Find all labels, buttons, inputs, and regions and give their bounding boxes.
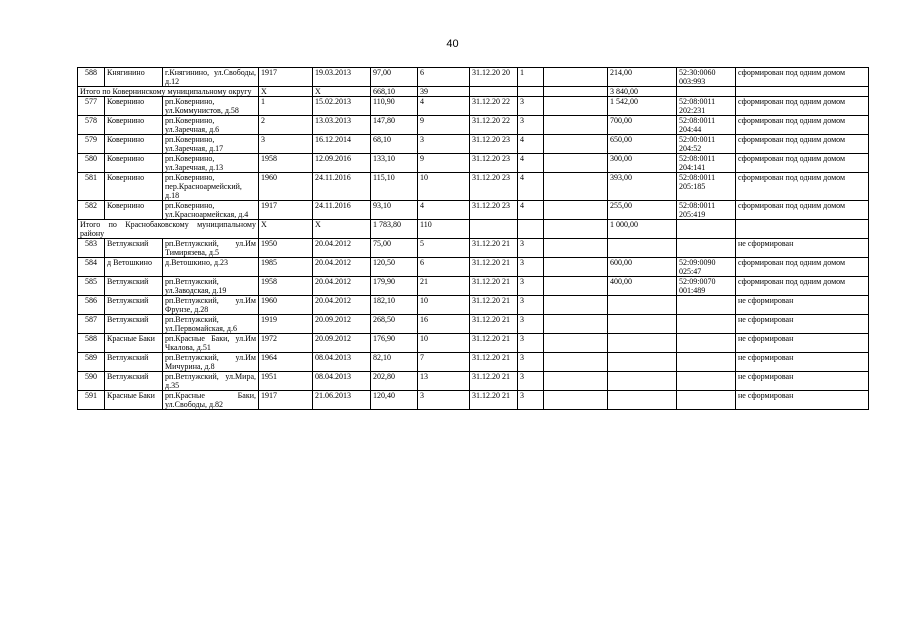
empty-cell [544,277,608,296]
empty-cell [677,220,736,239]
deadline-cell: 31.12.20 21 [470,315,518,334]
table-row [78,353,869,372]
address-cell: рп.Красные Баки, ул.Им Чкалова, д.51 [163,334,259,353]
year-cell: 1964 [259,353,313,372]
area-cell: 93,10 [371,201,418,220]
cadastral-cell [677,296,736,315]
empty-cell [544,87,608,97]
area-cell: 668,10 [371,87,418,97]
area-cell: 75,00 [371,239,418,258]
table-row [78,173,869,201]
residents-cell: 10 [418,334,470,353]
year-cell: 1917 [259,68,313,87]
cadastral-cell [677,391,736,410]
year-cell: 1958 [259,277,313,296]
table-row [78,239,869,258]
cost-cell [608,315,677,334]
address-cell: рп.Ковернино, ул.Коммунистов, д.58 [163,97,259,116]
method-cell: 3 [518,334,544,353]
date-cell: 20.04.2012 [313,258,371,277]
year-cell: 1960 [259,173,313,201]
total-row [78,220,869,239]
settlement-cell: Ковернино [105,116,163,135]
year-cell: 1919 [259,315,313,334]
area-cell: 1 783,80 [371,220,418,239]
method-cell: 3 [518,391,544,410]
deadline-cell: 31.12.20 23 [470,201,518,220]
residents-cell: 3 [418,135,470,154]
residents-cell: 13 [418,372,470,391]
status-cell: не сформирован [736,391,869,410]
deadline-cell: 31.12.20 23 [470,135,518,154]
date-cell: 20.04.2012 [313,239,371,258]
year-cell: 1958 [259,154,313,173]
address-cell: рп.Ветлужский, ул.Первомайская, д.6 [163,315,259,334]
residents-cell: 6 [418,68,470,87]
address-cell: рп.Ветлужский, ул.Им Мичурина, д.8 [163,353,259,372]
status-cell: сформирован под одним домом [736,154,869,173]
empty-cell [544,116,608,135]
area-cell: 176,90 [371,334,418,353]
deadline-cell: 31.12.20 22 [470,97,518,116]
date-cell: 08.04.2013 [313,372,371,391]
settlement-cell: Ветлужский [105,353,163,372]
residents-cell: 3 [418,391,470,410]
date-cell: 20.04.2012 [313,296,371,315]
table-row [78,68,869,87]
date-cell: 24.11.2016 [313,201,371,220]
date-cell: 13.03.2013 [313,116,371,135]
cost-cell: 1 000,00 [608,220,677,239]
residents-cell: 16 [418,315,470,334]
empty-cell [544,201,608,220]
table-row [78,258,869,277]
empty-cell [677,87,736,97]
method-cell: 3 [518,116,544,135]
deadline-cell: 31.12.20 21 [470,296,518,315]
settlement-cell: Красные Баки [105,391,163,410]
year-cell: 2 [259,116,313,135]
area-cell: 202,80 [371,372,418,391]
date-cell: 19.03.2013 [313,68,371,87]
empty-cell [544,173,608,201]
cost-cell [608,372,677,391]
table-row [78,201,869,220]
status-cell: не сформирован [736,315,869,334]
area-cell: 179,90 [371,277,418,296]
method-cell: 4 [518,154,544,173]
residents-cell: 6 [418,258,470,277]
area-cell: 133,10 [371,154,418,173]
total-row [78,87,869,97]
year-cell: 1917 [259,201,313,220]
deadline-cell: 31.12.20 21 [470,372,518,391]
row-number: 591 [78,391,105,410]
year-cell: 1950 [259,239,313,258]
address-cell: рп.Ковернино, ул.Заречная, д.17 [163,135,259,154]
row-number: 586 [78,296,105,315]
table-row [78,97,869,116]
date-cell: 21.06.2013 [313,391,371,410]
table-row [78,277,869,296]
cost-cell: 600,00 [608,258,677,277]
area-cell: 268,50 [371,315,418,334]
settlement-cell: Ковернино [105,173,163,201]
row-number: 588 [78,334,105,353]
empty-cell [544,372,608,391]
area-cell: 120,40 [371,391,418,410]
deadline-cell: 31.12.20 21 [470,391,518,410]
address-cell: рп.Ковернино, ул.Заречная, д.6 [163,116,259,135]
method-cell: 3 [518,315,544,334]
year-cell: 1985 [259,258,313,277]
housing-register-table [77,67,869,410]
address-cell: рп.Ковернино, ул.Красноармейская, д.4 [163,201,259,220]
deadline-cell: 31.12.20 21 [470,353,518,372]
residents-cell: 5 [418,239,470,258]
deadline-cell: 31.12.20 23 [470,173,518,201]
empty-cell [544,315,608,334]
address-cell: рп.Ветлужский, ул.Заводская, д.19 [163,277,259,296]
empty-cell [736,220,869,239]
method-cell: 4 [518,135,544,154]
residents-cell: 21 [418,277,470,296]
settlement-cell: Ветлужский [105,277,163,296]
row-number: 585 [78,277,105,296]
cost-cell: 1 542,00 [608,97,677,116]
status-cell: сформирован под одним домом [736,258,869,277]
area-cell: 68,10 [371,135,418,154]
empty-cell [470,220,518,239]
status-cell: не сформирован [736,353,869,372]
page-number: 40 [446,38,459,50]
method-cell: 3 [518,97,544,116]
status-cell: сформирован под одним домом [736,277,869,296]
cadastral-cell [677,334,736,353]
method-cell: 1 [518,68,544,87]
cost-cell [608,334,677,353]
method-cell: 4 [518,173,544,201]
status-cell: не сформирован [736,372,869,391]
cadastral-cell [677,315,736,334]
table-row [78,391,869,410]
year-cell: 1972 [259,334,313,353]
address-cell: рп.Ветлужский, ул.Им Тимирязева, д.5 [163,239,259,258]
cadastral-cell: 52:09:0090 025:47 [677,258,736,277]
settlement-cell: Ветлужский [105,315,163,334]
method-cell: 4 [518,201,544,220]
cost-cell: 393,00 [608,173,677,201]
address-cell: рп.Ковернино, пер.Красноармейский, д.18 [163,173,259,201]
empty-cell [736,87,869,97]
address-cell: рп.Ветлужский, ул.Им Фрунзе, д.28 [163,296,259,315]
area-cell: 110,90 [371,97,418,116]
empty-cell [544,391,608,410]
status-cell: сформирован под одним домом [736,201,869,220]
date-cell: Х [313,87,371,97]
date-cell: 12.09.2016 [313,154,371,173]
address-cell: рп.Красные Баки, ул.Свободы, д.82 [163,391,259,410]
cost-cell: 3 840,00 [608,87,677,97]
empty-cell [544,68,608,87]
residents-cell: 7 [418,353,470,372]
status-cell: сформирован под одним домом [736,97,869,116]
method-cell: 3 [518,277,544,296]
empty-cell [470,87,518,97]
residents-cell: 9 [418,116,470,135]
cadastral-cell [677,353,736,372]
cost-cell: 255,00 [608,201,677,220]
total-label: Итого по Ковернинскому муниципальному округу [78,87,259,97]
cadastral-cell: 52:00:0011 204:52 [677,135,736,154]
date-cell: 24.11.2016 [313,173,371,201]
date-cell: 20.09.2012 [313,315,371,334]
row-number: 584 [78,258,105,277]
deadline-cell: 31.12.20 20 [470,68,518,87]
cost-cell [608,353,677,372]
year-cell: Х [259,87,313,97]
row-number: 582 [78,201,105,220]
deadline-cell: 31.12.20 22 [470,116,518,135]
empty-cell [544,154,608,173]
cadastral-cell: 52:08:0011 204:141 [677,154,736,173]
method-cell: 3 [518,258,544,277]
settlement-cell: Ветлужский [105,296,163,315]
year-cell: Х [259,220,313,239]
cadastral-cell: 52:30:0060 003:993 [677,68,736,87]
settlement-cell: Княгинино [105,68,163,87]
cost-cell [608,296,677,315]
empty-cell [544,239,608,258]
settlement-cell: Красные Баки [105,334,163,353]
status-cell: сформирован под одним домом [736,116,869,135]
settlement-cell: Ковернино [105,97,163,116]
table-row [78,116,869,135]
row-number: 579 [78,135,105,154]
year-cell: 3 [259,135,313,154]
row-number: 589 [78,353,105,372]
cadastral-cell: 52:09:0070 001:489 [677,277,736,296]
method-cell: 3 [518,372,544,391]
cadastral-cell [677,372,736,391]
table-row [78,296,869,315]
cadastral-cell [677,239,736,258]
cost-cell: 650,00 [608,135,677,154]
area-cell: 82,10 [371,353,418,372]
status-cell: не сформирован [736,334,869,353]
settlement-cell: Ветлужский [105,372,163,391]
row-number: 590 [78,372,105,391]
table-row [78,135,869,154]
residents-cell: 10 [418,173,470,201]
empty-cell [544,353,608,372]
area-cell: 97,00 [371,68,418,87]
total-label: Итого по Краснобаковскому муниципальному району [78,220,259,239]
address-cell: г.Княгинино, ул.Свободы, д.12 [163,68,259,87]
date-cell: 15.02.2013 [313,97,371,116]
settlement-cell: Ковернино [105,135,163,154]
year-cell: 1 [259,97,313,116]
area-cell: 115,10 [371,173,418,201]
settlement-cell: Ковернино [105,201,163,220]
status-cell: не сформирован [736,296,869,315]
cadastral-cell: 52:08:0011 205:419 [677,201,736,220]
table-row [78,154,869,173]
cadastral-cell: 52:08:0011 205:185 [677,173,736,201]
row-number: 577 [78,97,105,116]
address-cell: д.Ветошкино, д.23 [163,258,259,277]
table-row [78,334,869,353]
residents-cell: 4 [418,97,470,116]
table-row [78,315,869,334]
row-number: 583 [78,239,105,258]
row-number: 578 [78,116,105,135]
date-cell: Х [313,220,371,239]
deadline-cell: 31.12.20 21 [470,334,518,353]
empty-cell [544,220,608,239]
cadastral-cell: 52:08:0011 202:231 [677,97,736,116]
empty-cell [518,220,544,239]
deadline-cell: 31.12.20 21 [470,258,518,277]
empty-cell [518,87,544,97]
settlement-cell: д Ветошкино [105,258,163,277]
cost-cell [608,391,677,410]
cadastral-cell: 52:08:0011 204:44 [677,116,736,135]
empty-cell [544,258,608,277]
residents-cell: 9 [418,154,470,173]
area-cell: 147,80 [371,116,418,135]
date-cell: 08.04.2013 [313,353,371,372]
date-cell: 16.12.2014 [313,135,371,154]
table-row [78,372,869,391]
address-cell: рп.Ковернино, ул.Заречная, д.13 [163,154,259,173]
cost-cell: 700,00 [608,116,677,135]
date-cell: 20.09.2012 [313,334,371,353]
empty-cell [544,97,608,116]
residents-cell: 39 [418,87,470,97]
status-cell: сформирован под одним домом [736,173,869,201]
settlement-cell: Ветлужский [105,239,163,258]
status-cell: сформирован под одним домом [736,135,869,154]
year-cell: 1951 [259,372,313,391]
status-cell: сформирован под одним домом [736,68,869,87]
cost-cell [608,239,677,258]
cost-cell: 214,00 [608,68,677,87]
empty-cell [544,334,608,353]
cost-cell: 300,00 [608,154,677,173]
method-cell: 3 [518,296,544,315]
method-cell: 3 [518,353,544,372]
status-cell: не сформирован [736,239,869,258]
year-cell: 1960 [259,296,313,315]
residents-cell: 4 [418,201,470,220]
address-cell: рп.Ветлужский, ул.Мира, д.35 [163,372,259,391]
row-number: 588 [78,68,105,87]
cost-cell: 400,00 [608,277,677,296]
date-cell: 20.04.2012 [313,277,371,296]
empty-cell [544,135,608,154]
settlement-cell: Ковернино [105,154,163,173]
residents-cell: 10 [418,296,470,315]
year-cell: 1917 [259,391,313,410]
area-cell: 182,10 [371,296,418,315]
deadline-cell: 31.12.20 21 [470,277,518,296]
area-cell: 120,50 [371,258,418,277]
row-number: 587 [78,315,105,334]
row-number: 581 [78,173,105,201]
row-number: 580 [78,154,105,173]
deadline-cell: 31.12.20 21 [470,239,518,258]
residents-cell: 110 [418,220,470,239]
deadline-cell: 31.12.20 23 [470,154,518,173]
method-cell: 3 [518,239,544,258]
empty-cell [544,296,608,315]
